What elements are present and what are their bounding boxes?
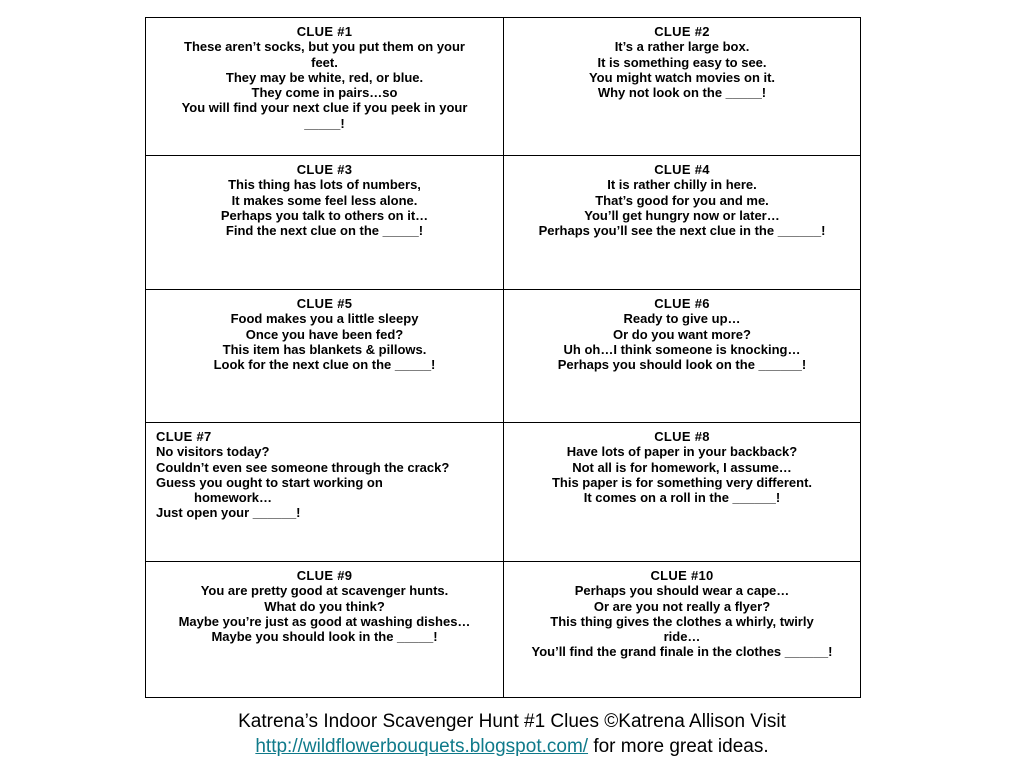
clue-line: It makes some feel less alone.	[231, 192, 418, 208]
clue-line: This thing has lots of numbers,	[228, 177, 421, 193]
clue-line: No visitors today?	[156, 444, 270, 460]
clue-line: They may be white, red, or blue.	[225, 69, 424, 85]
clue-card-10	[504, 562, 860, 697]
clue-card-8	[504, 423, 860, 562]
clue-line: Ready to give up…	[623, 311, 741, 327]
clue-card-6	[504, 290, 860, 423]
clue-title: CLUE #5	[296, 296, 353, 311]
clue-line: Look for the next clue on the _____!	[213, 357, 436, 373]
clue-line: It’s a rather large box.	[614, 39, 750, 55]
clue-line: It is something easy to see.	[597, 54, 767, 70]
clue-card-1	[146, 18, 504, 156]
clue-card-5	[146, 290, 504, 423]
footer-credit	[0, 709, 1024, 759]
clue-line: Or are you not really a flyer?	[593, 598, 771, 614]
clue-line: Maybe you’re just as good at washing dishes…	[178, 613, 471, 629]
clue-line: These aren’t socks, but you put them on your	[184, 39, 465, 55]
clue-card-4	[504, 156, 860, 290]
clue-line: What do you think?	[264, 598, 385, 614]
clue-line: Uh oh…I think someone is knocking…	[563, 341, 801, 357]
clue-line: Have lots of paper in your backback?	[566, 444, 798, 460]
clue-title: CLUE #6	[654, 296, 710, 311]
clue-card-2	[504, 18, 860, 156]
clue-line: Once you have been fed?	[245, 326, 404, 342]
clue-title: CLUE #8	[654, 429, 710, 444]
clue-line: Or do you want more?	[613, 326, 751, 342]
clue-line: It is rather chilly in here.	[607, 177, 757, 193]
clue-line: Food makes you a little sleepy	[230, 311, 419, 327]
clue-line: Perhaps you should look on the ______!	[557, 357, 807, 373]
clue-line: Perhaps you talk to others on it…	[220, 207, 429, 223]
clue-title: CLUE #7	[156, 429, 212, 444]
clue-line: Just open your ______!	[156, 505, 301, 521]
clue-line: Maybe you should look in the _____!	[211, 629, 438, 645]
footer-suffix: for more great ideas.	[588, 736, 769, 757]
clue-line: Not all is for homework, I assume…	[572, 459, 792, 475]
footer-credit-line: Katrena’s Indoor Scavenger Hunt #1 Clues ©Katrena Allison Visit	[238, 711, 786, 732]
clue-line: Couldn’t even see someone through the crack?	[156, 459, 450, 475]
clue-title: CLUE #3	[296, 162, 353, 177]
footer-link-line	[0, 734, 1024, 759]
clue-line: Why not look on the _____!	[597, 85, 767, 101]
clue-line: This thing gives the clothes a whirly, twirly	[550, 613, 814, 629]
clue-line: homework…	[194, 490, 273, 506]
clue-title: CLUE #10	[650, 568, 714, 583]
clue-line: That’s good for you and me.	[595, 192, 769, 208]
clue-card-9	[146, 562, 504, 697]
blog-link[interactable]: http://wildflowerbouquets.blogspot.com/	[255, 736, 589, 757]
clue-line: Perhaps you’ll see the next clue in the ______!	[538, 223, 826, 239]
clue-line: You might watch movies on it.	[588, 69, 776, 85]
clue-title: CLUE #2	[654, 24, 710, 39]
clue-grid	[145, 17, 861, 698]
clue-card-3	[146, 156, 504, 290]
clue-line: Perhaps you should wear a cape…	[574, 583, 790, 599]
clue-line: Find the next clue on the _____!	[225, 223, 424, 239]
clue-line: _____!	[304, 115, 345, 131]
clue-line: You will find your next clue if you peek in your	[181, 100, 468, 116]
clue-line: ride…	[663, 629, 701, 645]
clue-line: Guess you ought to start working on	[156, 474, 383, 490]
clue-line: This paper is for something very different.	[551, 474, 813, 490]
clue-line: They come in pairs…so	[251, 85, 398, 101]
clue-line: You are pretty good at scavenger hunts.	[200, 583, 449, 599]
clue-line: This item has blankets & pillows.	[222, 341, 427, 357]
clue-title: CLUE #4	[654, 162, 710, 177]
clue-line: You’ll get hungry now or later…	[584, 207, 780, 223]
clue-card-7	[146, 423, 504, 562]
clue-title: CLUE #1	[296, 24, 353, 39]
clue-title: CLUE #9	[296, 568, 353, 583]
clue-line: feet.	[311, 54, 338, 70]
clue-line: You’ll find the grand finale in the clothes ______!	[531, 644, 833, 660]
clue-line: It comes on a roll in the ______!	[583, 490, 781, 506]
